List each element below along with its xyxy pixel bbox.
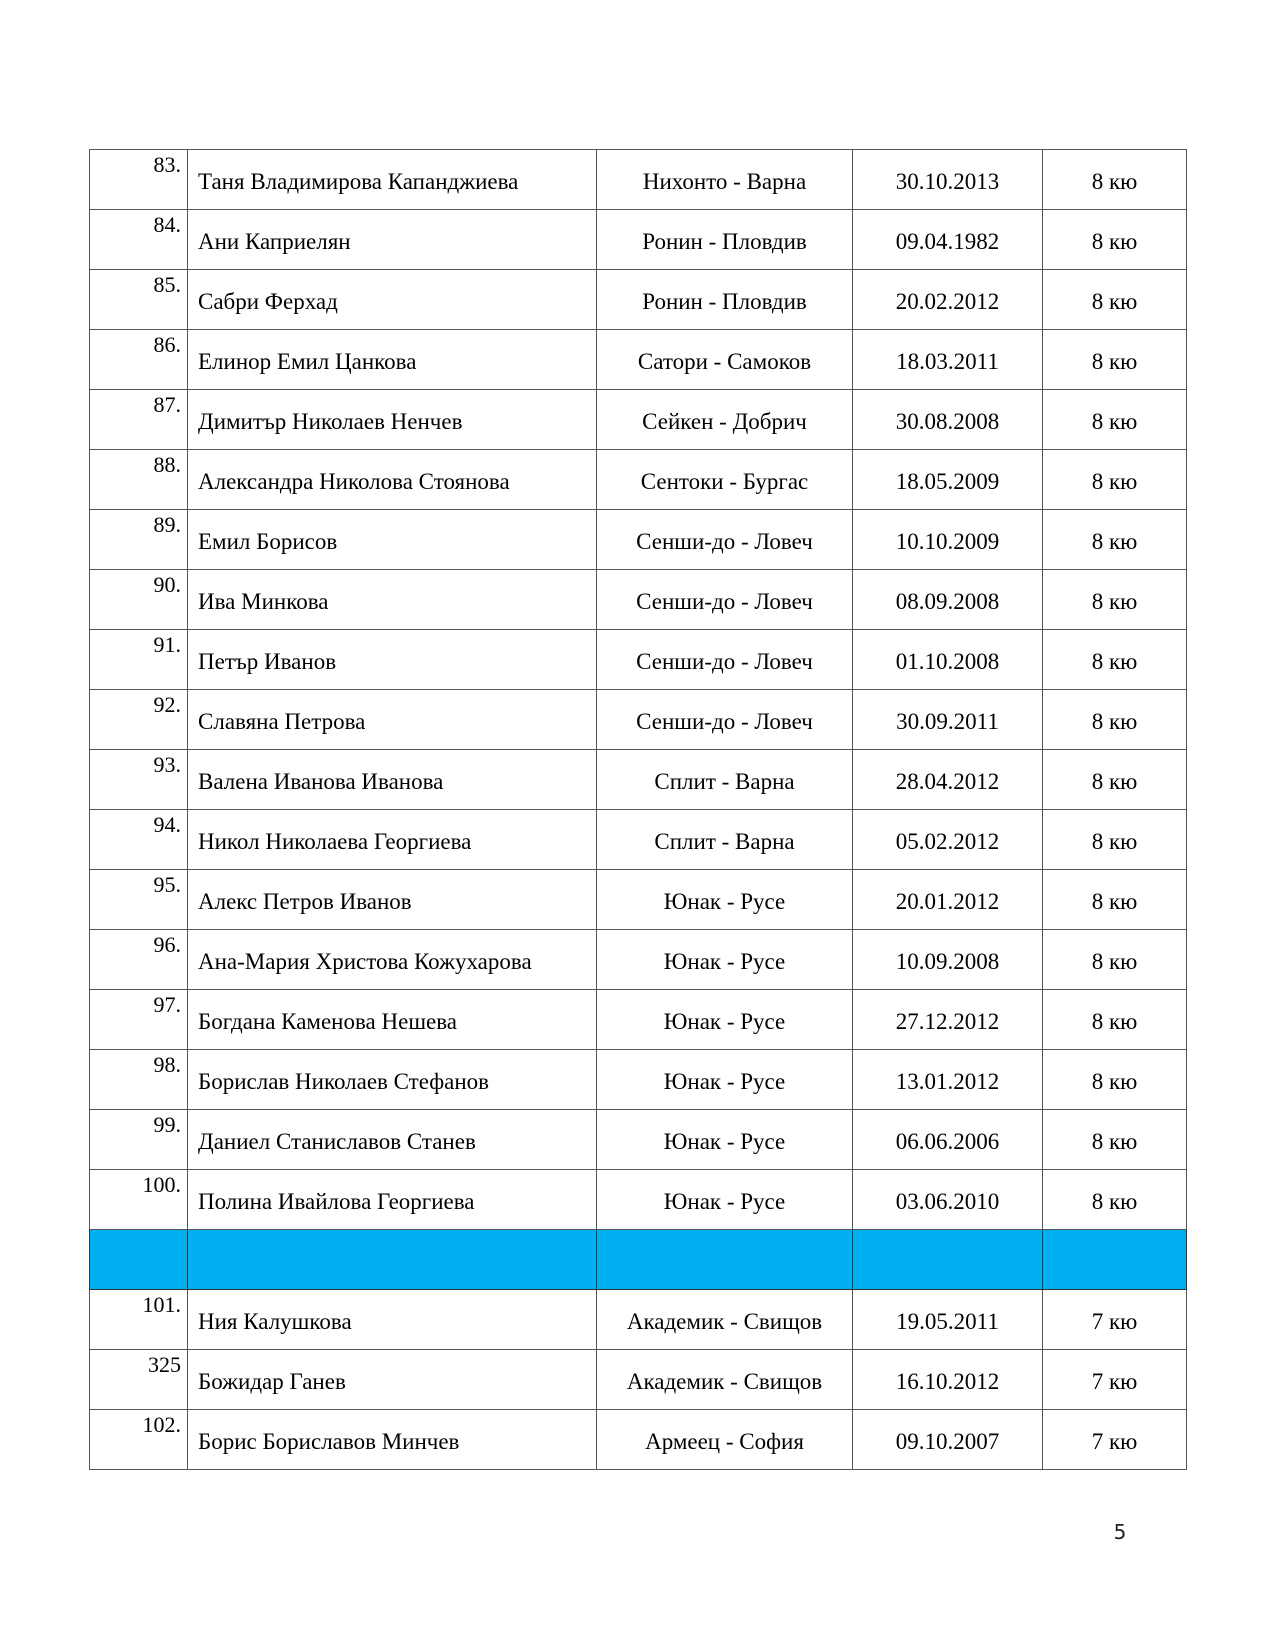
rank-grade: 8 кю — [1043, 870, 1187, 930]
rank-grade: 8 кю — [1043, 210, 1187, 270]
table-row — [90, 990, 1187, 1050]
table-row — [90, 510, 1187, 570]
row-number: 90. — [90, 570, 188, 630]
rank-grade: 8 кю — [1043, 690, 1187, 750]
club-name: Сенши-до - Ловеч — [597, 510, 853, 570]
table-row — [90, 750, 1187, 810]
birth-date: 13.01.2012 — [853, 1050, 1043, 1110]
club-name: Юнак - Русе — [597, 870, 853, 930]
rank-grade: 7 кю — [1043, 1350, 1187, 1410]
birth-date: 01.10.2008 — [853, 630, 1043, 690]
club-name: Сенши-до - Ловеч — [597, 570, 853, 630]
table-row — [90, 810, 1187, 870]
participant-name: Богдана Каменова Нешева — [188, 990, 597, 1050]
participant-name: Емил Борисов — [188, 510, 597, 570]
participant-name: Александра Николова Стоянова — [188, 450, 597, 510]
row-number: 85. — [90, 270, 188, 330]
club-name: Сейкен - Добрич — [597, 390, 853, 450]
rank-grade: 8 кю — [1043, 390, 1187, 450]
club-name: Юнак - Русе — [597, 1050, 853, 1110]
table-row — [90, 1170, 1187, 1230]
rank-grade: 7 кю — [1043, 1290, 1187, 1350]
row-number: 87. — [90, 390, 188, 450]
rank-grade: 8 кю — [1043, 270, 1187, 330]
row-number: 93. — [90, 750, 188, 810]
club-name: Юнак - Русе — [597, 1170, 853, 1230]
birth-date: 18.03.2011 — [853, 330, 1043, 390]
table-row — [90, 930, 1187, 990]
club-name: Юнак - Русе — [597, 930, 853, 990]
birth-date: 05.02.2012 — [853, 810, 1043, 870]
row-number: 92. — [90, 690, 188, 750]
participant-name: Таня Владимирова Капанджиева — [188, 150, 597, 210]
rank-grade: 8 кю — [1043, 570, 1187, 630]
table-row — [90, 690, 1187, 750]
club-name: Армеец - София — [597, 1410, 853, 1470]
rank-grade: 7 кю — [1043, 1410, 1187, 1470]
birth-date: 18.05.2009 — [853, 450, 1043, 510]
birth-date: 30.09.2011 — [853, 690, 1043, 750]
rank-grade: 8 кю — [1043, 510, 1187, 570]
row-number: 99. — [90, 1110, 188, 1170]
row-number: 86. — [90, 330, 188, 390]
separator-cell — [1043, 1230, 1187, 1290]
birth-date: 16.10.2012 — [853, 1350, 1043, 1410]
birth-date: 06.06.2006 — [853, 1110, 1043, 1170]
rank-grade: 8 кю — [1043, 1050, 1187, 1110]
club-name: Сенши-до - Ловеч — [597, 630, 853, 690]
birth-date: 10.09.2008 — [853, 930, 1043, 990]
rank-separator-row — [90, 1230, 1187, 1290]
birth-date: 09.04.1982 — [853, 210, 1043, 270]
participant-name: Борислав Николаев Стефанов — [188, 1050, 597, 1110]
participant-name: Сабри Ферхад — [188, 270, 597, 330]
club-name: Ронин - Пловдив — [597, 270, 853, 330]
separator-cell — [853, 1230, 1043, 1290]
club-name: Академик - Свищов — [597, 1290, 853, 1350]
birth-date: 20.01.2012 — [853, 870, 1043, 930]
birth-date: 08.09.2008 — [853, 570, 1043, 630]
participant-name: Борис Бориславов Минчев — [188, 1410, 597, 1470]
club-name: Сенши-до - Ловеч — [597, 690, 853, 750]
participant-name: Елинор Емил Цанкова — [188, 330, 597, 390]
row-number: 95. — [90, 870, 188, 930]
participant-name: Славяна Петрова — [188, 690, 597, 750]
participant-name: Петър Иванов — [188, 630, 597, 690]
rank-grade: 8 кю — [1043, 930, 1187, 990]
rank-grade: 8 кю — [1043, 990, 1187, 1050]
row-number: 325 — [90, 1350, 188, 1410]
row-number: 96. — [90, 930, 188, 990]
table-body-bottom — [90, 1290, 1187, 1470]
table-row — [90, 270, 1187, 330]
row-number: 102. — [90, 1410, 188, 1470]
participants-table — [89, 149, 1187, 1470]
row-number: 88. — [90, 450, 188, 510]
club-name: Ронин - Пловдив — [597, 210, 853, 270]
rank-grade: 8 кю — [1043, 1110, 1187, 1170]
participant-name: Алекс Петров Иванов — [188, 870, 597, 930]
table-row — [90, 210, 1187, 270]
club-name: Юнак - Русе — [597, 990, 853, 1050]
separator-cell — [188, 1230, 597, 1290]
page-number: 5 — [1113, 1520, 1127, 1544]
rank-grade: 8 кю — [1043, 450, 1187, 510]
birth-date: 19.05.2011 — [853, 1290, 1043, 1350]
participant-name: Никол Николаева Георгиева — [188, 810, 597, 870]
birth-date: 10.10.2009 — [853, 510, 1043, 570]
table-row — [90, 390, 1187, 450]
birth-date: 03.06.2010 — [853, 1170, 1043, 1230]
table-row — [90, 330, 1187, 390]
birth-date: 09.10.2007 — [853, 1410, 1043, 1470]
table-row — [90, 630, 1187, 690]
participant-name: Ана-Мария Христова Кожухарова — [188, 930, 597, 990]
row-number: 94. — [90, 810, 188, 870]
table-row — [90, 1350, 1187, 1410]
row-number: 91. — [90, 630, 188, 690]
participant-name: Ани Каприелян — [188, 210, 597, 270]
birth-date: 30.10.2013 — [853, 150, 1043, 210]
table-row — [90, 1410, 1187, 1470]
row-number: 100. — [90, 1170, 188, 1230]
birth-date: 30.08.2008 — [853, 390, 1043, 450]
table-row — [90, 1290, 1187, 1350]
participant-name: Ния Калушкова — [188, 1290, 597, 1350]
participant-name: Валена Иванова Иванова — [188, 750, 597, 810]
club-name: Сплит - Варна — [597, 810, 853, 870]
club-name: Сатори - Самоков — [597, 330, 853, 390]
participant-name: Ива Минкова — [188, 570, 597, 630]
separator-cell — [597, 1230, 853, 1290]
rank-grade: 8 кю — [1043, 1170, 1187, 1230]
birth-date: 20.02.2012 — [853, 270, 1043, 330]
club-name: Сентоки - Бургас — [597, 450, 853, 510]
row-number: 83. — [90, 150, 188, 210]
rank-grade: 8 кю — [1043, 750, 1187, 810]
participant-name: Полина Ивайлова Георгиева — [188, 1170, 597, 1230]
table-row — [90, 570, 1187, 630]
club-name: Академик - Свищов — [597, 1350, 853, 1410]
row-number: 98. — [90, 1050, 188, 1110]
birth-date: 27.12.2012 — [853, 990, 1043, 1050]
table-row — [90, 1110, 1187, 1170]
table-row — [90, 450, 1187, 510]
club-name: Юнак - Русе — [597, 1110, 853, 1170]
club-name: Сплит - Варна — [597, 750, 853, 810]
birth-date: 28.04.2012 — [853, 750, 1043, 810]
participant-name: Даниел Станиславов Станев — [188, 1110, 597, 1170]
separator-cell — [90, 1230, 188, 1290]
participant-name: Димитър Николаев Ненчев — [188, 390, 597, 450]
separator-section — [90, 1230, 1187, 1290]
club-name: Нихонто - Варна — [597, 150, 853, 210]
table-row — [90, 150, 1187, 210]
rank-grade: 8 кю — [1043, 330, 1187, 390]
row-number: 89. — [90, 510, 188, 570]
rank-grade: 8 кю — [1043, 810, 1187, 870]
participant-name: Божидар Ганев — [188, 1350, 597, 1410]
row-number: 101. — [90, 1290, 188, 1350]
table-row — [90, 1050, 1187, 1110]
table-row — [90, 870, 1187, 930]
row-number: 97. — [90, 990, 188, 1050]
rank-grade: 8 кю — [1043, 630, 1187, 690]
row-number: 84. — [90, 210, 188, 270]
table-body-top — [90, 150, 1187, 1230]
rank-grade: 8 кю — [1043, 150, 1187, 210]
